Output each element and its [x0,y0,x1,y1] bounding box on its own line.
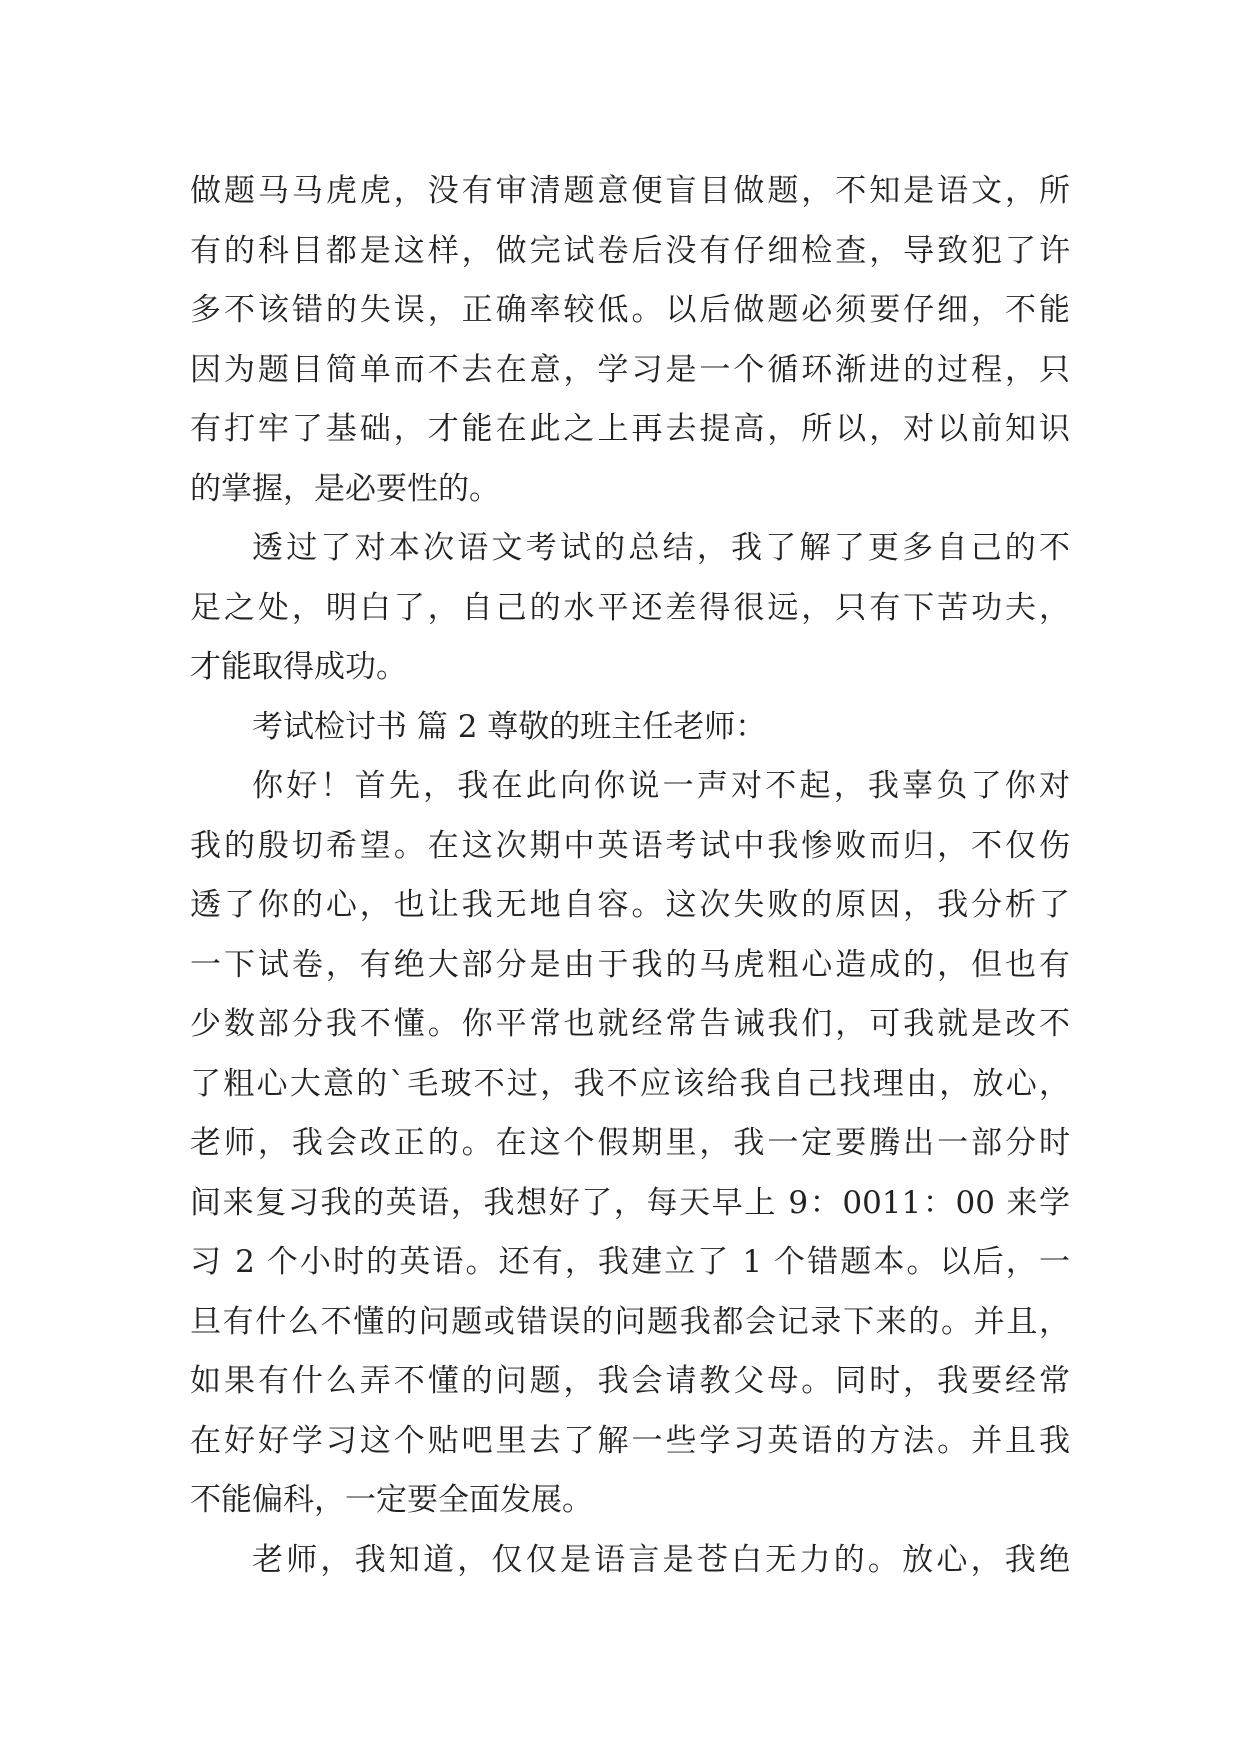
text-line: 了粗心大意的`毛玻不过，我不应该给我自己找理由，放心， [190,1065,1070,1102]
text-line: 间来复习我的英语，我想好了，每天早上 9：0011：00 来学 [190,1184,1070,1221]
text-line: 足之处，明白了，自己的水平还差得很远，只有下苦功夫， [190,589,1070,626]
text-line: 少数部分我不懂。你平常也就经常告诫我们，可我就是改不 [190,1006,1070,1042]
text-line: 有的科目都是这样，做完试卷后没有仔细检查，导致犯了许 [190,232,1070,269]
text-line: 有打牢了基础，才能在此之上再去提高，所以，对以前知识 [190,411,1070,447]
text-line: 旦有什么不懂的问题或错误的问题我都会记录下来的。并且， [190,1303,1070,1340]
text-line: 你好！首先，我在此向你说一声对不起，我辜负了你对 [252,768,1070,804]
text-line: 老师，我会改正的。在这个假期里，我一定要腾出一部分时 [190,1125,1070,1161]
text-line: 习 2 个小时的英语。还有，我建立了 1 个错题本。以后，一 [190,1244,1070,1280]
text-line: 老师，我知道，仅仅是语言是苍白无力的。放心，我绝 [252,1541,1070,1578]
text-line: 透了你的心，也让我无地自容。这次失败的原因，我分析了 [190,887,1070,923]
text-line: 我的殷切希望。在这次期中英语考试中我惨败而归，不仅伤 [190,827,1070,864]
text-line: 考试检讨书 篇 2 尊敬的班主任老师： [252,708,767,745]
text-line: 透过了对本次语文考试的总结，我了解了更多自己的不 [252,530,1070,566]
text-line: 在好好学习这个贴吧里去了解一些学习英语的方法。并且我 [190,1422,1070,1459]
text-line: 不能偏科，一定要全面发展。 [190,1482,593,1518]
text-line: 做题马马虎虎，没有审清题意便盲目做题，不知是语文，所 [190,173,1070,209]
text-line: 多不该错的失误，正确率较低。以后做题必须要仔细，不能 [190,292,1070,328]
text-line: 一下试卷，有绝大部分是由于我的马虎粗心造成的，但也有 [190,946,1070,983]
text-line: 的掌握，是必要性的。 [190,470,500,507]
text-line: 如果有什么弄不懂的问题，我会请教父母。同时，我要经常 [190,1363,1070,1399]
document-body [190,162,1070,1590]
text-line: 才能取得成功。 [190,649,407,685]
text-line: 因为题目简单而不去在意，学习是一个循环渐进的过程，只 [190,351,1070,388]
